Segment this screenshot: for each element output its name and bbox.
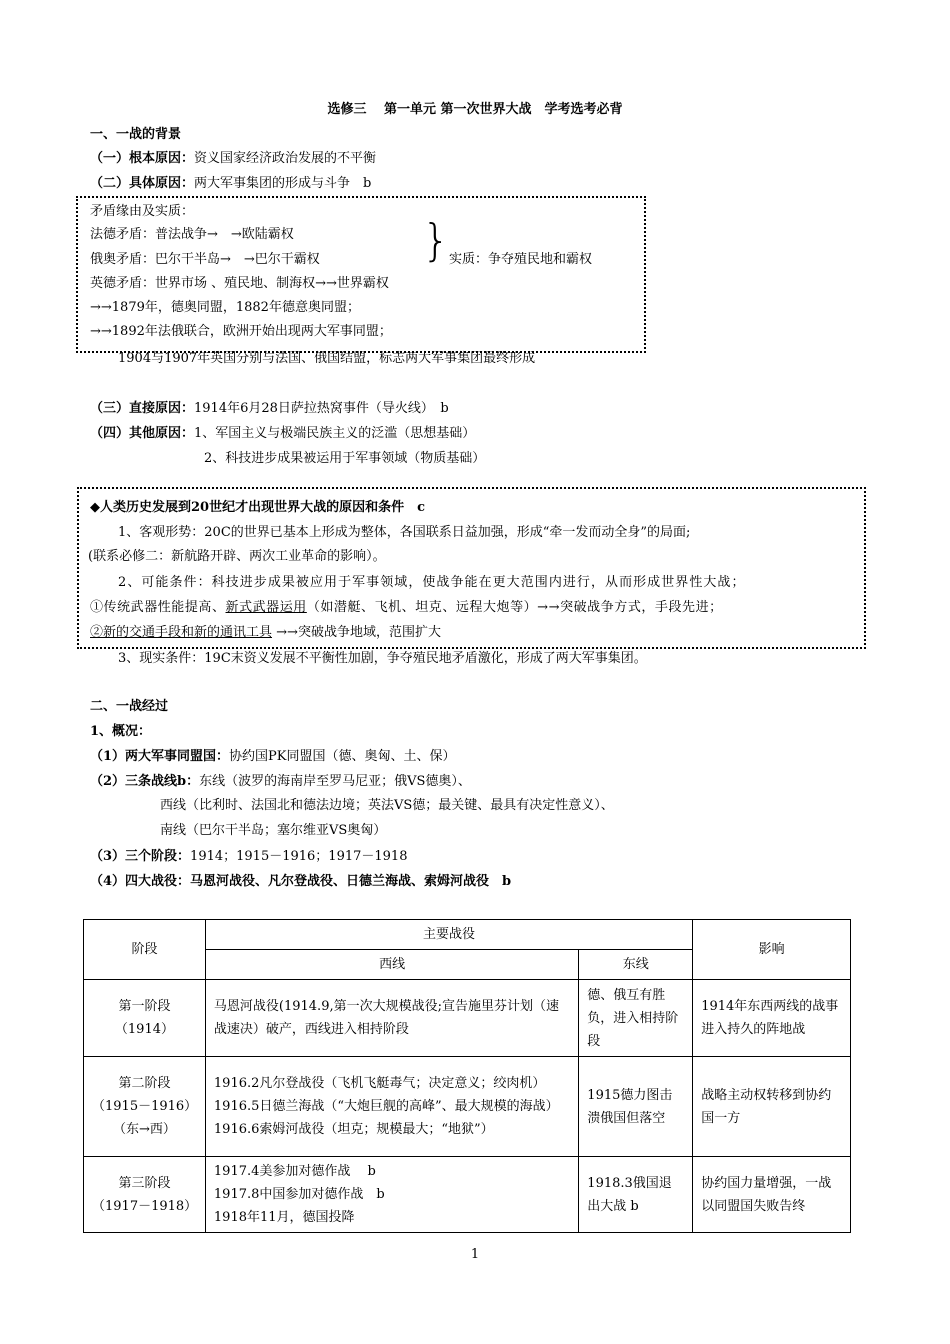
new-weapons-text: 新式武器运用 bbox=[225, 600, 307, 615]
other-cause-text-1: 1、军国主义与极端民族主义的泛滥（思想基础） bbox=[194, 426, 476, 441]
eastern-front-text: 东线（波罗的海南岸至罗马尼亚；俄VS德奥）、 bbox=[199, 774, 471, 789]
stage-cell bbox=[84, 1157, 206, 1233]
russo-austrian-conflict: 俄奥矛盾：巴尔干半岛→ →巴尔干霸权 bbox=[90, 252, 320, 267]
header-eastern-front: 东线 bbox=[579, 950, 693, 980]
page-number: 1 bbox=[470, 1247, 480, 1262]
stages-table bbox=[83, 919, 851, 1233]
fronts-item bbox=[90, 773, 471, 791]
stages-item bbox=[90, 848, 407, 866]
weapons-text-a: ①传统武器性能提高、 bbox=[90, 600, 226, 615]
header-impact: 影响 bbox=[693, 920, 851, 980]
table-header-row bbox=[84, 920, 851, 950]
anglo-german-conflict: 英德矛盾：世界市场 、殖民地、制海权→→世界霸权 bbox=[90, 276, 389, 291]
western-front-text: 西线（比利时、法国北和德法边境；英法VS德；最关键、最具有决定性意义）、 bbox=[160, 798, 614, 813]
eastern-front-cell: 德、俄互有胜负，进入相持阶段 bbox=[579, 980, 693, 1057]
western-front-cell bbox=[205, 1157, 578, 1233]
root-cause-label: （一）根本原因： bbox=[90, 151, 195, 166]
event-us-joins: 1917.4美参加对德作战 b bbox=[213, 1164, 376, 1179]
specific-cause-label: （二）具体原因： bbox=[90, 176, 195, 191]
other-cause-text-2: 2、科技进步成果被运用于军事领域（物质基础） bbox=[204, 451, 486, 466]
stage-name: 第三阶段 bbox=[118, 1175, 171, 1191]
stage-years: （1917－1918） bbox=[92, 1198, 198, 1214]
stage-name: 第二阶段 bbox=[118, 1076, 171, 1091]
western-front-cell bbox=[205, 1057, 578, 1157]
section2-heading: 二、一战经过 bbox=[90, 699, 169, 714]
alliance-1892: →→1892年法俄联合，欧洲开始出现两大军事同盟； bbox=[90, 324, 392, 339]
header-western-front: 西线 bbox=[205, 950, 578, 980]
table-row bbox=[84, 1057, 851, 1157]
impact-cell: 1914年东西两线的战事进入持久的阵地战 bbox=[693, 980, 851, 1057]
real-conditions: 3、现实条件：19C末资义发展不平衡性加剧，争夺殖民地矛盾激化，形成了两大军事集团。 bbox=[118, 651, 647, 666]
event-china-joins: 1917.8中国参加对德作战 b bbox=[213, 1187, 385, 1202]
objective-situation: 1、客观形势：20C的世界已基本上形成为整体，各国联系日益加强，形成“牵一发而动全身”的局面; bbox=[118, 525, 691, 540]
fronts-label: （2）三条战线b： bbox=[90, 774, 200, 789]
southern-front-text: 南线（巴尔干半岛；塞尔维亚VS奥匈） bbox=[160, 823, 387, 838]
page-title: 选修三 第一单元 第一次世界大战 学考选考必背 bbox=[327, 102, 623, 117]
section1-heading: 一、一战的背景 bbox=[90, 127, 182, 142]
direct-cause bbox=[90, 400, 449, 418]
other-cause bbox=[90, 425, 475, 443]
eastern-front-cell: 1918.3俄国退出大战 b bbox=[579, 1157, 693, 1233]
root-cause bbox=[90, 150, 376, 168]
alliances-text: 协约国PK同盟国（德、奥匈、土、保） bbox=[229, 749, 456, 764]
overview-heading: 1、概况： bbox=[90, 724, 152, 739]
battle-verdun: 1916.2凡尔登战役（飞机飞艇毒气；决定意义；绞肉机） bbox=[213, 1076, 546, 1091]
header-stage: 阶段 bbox=[84, 920, 206, 980]
conflict-intro: 矛盾缘由及实质： bbox=[90, 204, 195, 219]
alliances-item bbox=[90, 748, 456, 766]
weapons-line bbox=[90, 599, 723, 617]
conflict-essence: 实质：争夺殖民地和霸权 bbox=[449, 252, 593, 267]
stage-years: （1914） bbox=[114, 1022, 174, 1037]
transport-text-b: →→突破战争地域，范围扩大 bbox=[276, 625, 441, 640]
other-cause-label: （四）其他原因： bbox=[90, 426, 195, 441]
franco-german-conflict: 法德矛盾：普法战争→ →欧陆霸权 bbox=[90, 227, 294, 242]
root-cause-text: 资义国家经济政治发展的不平衡 bbox=[194, 151, 377, 166]
alliances-label: （1）两大军事同盟国： bbox=[90, 749, 230, 764]
stage-cell bbox=[84, 980, 206, 1057]
table-row bbox=[84, 1157, 851, 1233]
objective-situation-note: (联系必修二：新航路开辟、两次工业革命的影响）。 bbox=[88, 549, 386, 564]
header-main-battles: 主要战役 bbox=[205, 920, 692, 950]
alliance-1879: →→1879年，德奥同盟，1882年德意奥同盟； bbox=[90, 300, 360, 315]
alliance-1904-1907: 1904与1907年英国分别与法国、俄国结盟，标志两大军事集团最终形成 bbox=[118, 351, 536, 366]
stage-direction: （东→西） bbox=[113, 1122, 176, 1137]
western-front-cell: 马恩河战役(1914.9,第一次大规模战役;宣告施里芬计划（速战速决）破产，西线进入相持阶段 bbox=[205, 980, 578, 1057]
battle-jutland: 1916.5日德兰海战（“大炮巨舰的高峰”、最大规模的海战） bbox=[213, 1099, 559, 1114]
impact-cell: 战略主动权转移到协约国一方 bbox=[693, 1057, 851, 1157]
battles-item: （4）四大战役：马恩河战役、凡尔登战役、日德兰海战、索姆河战役 b bbox=[90, 874, 512, 889]
specific-cause-text: 两大军事集团的形成与斗争 b bbox=[194, 176, 372, 191]
conditions-heading: ◆人类历史发展到20世纪才出现世界大战的原因和条件 c bbox=[90, 500, 426, 515]
specific-cause bbox=[90, 175, 371, 193]
event-germany-surrenders: 1918年11月，德国投降 bbox=[213, 1210, 355, 1225]
stage-name: 第一阶段 bbox=[118, 999, 171, 1014]
direct-cause-text: 1914年6月28日萨拉热窝事件（导火线） b bbox=[194, 401, 449, 416]
brace-icon: } bbox=[422, 215, 450, 266]
stages-text: 1914；1915－1916；1917－1918 bbox=[190, 849, 408, 864]
stage-years: （1915－1916） bbox=[92, 1099, 198, 1114]
transport-line bbox=[90, 624, 441, 642]
eastern-front-cell: 1915德力图击溃俄国但落空 bbox=[579, 1057, 693, 1157]
new-transport-text: ②新的交通手段和新的通讯工具 bbox=[90, 625, 273, 640]
impact-cell: 协约国力量增强，一战以同盟国失败告终 bbox=[693, 1157, 851, 1233]
possible-conditions: 2、可能条件：科技进步成果被应用于军事领域，使战争能在更大范围内进行，从而形成世界性大战； bbox=[118, 575, 746, 590]
battle-somme: 1916.6索姆河战役（坦克；规模最大；“地狱”） bbox=[213, 1122, 494, 1137]
stage-cell bbox=[84, 1057, 206, 1157]
direct-cause-label: （三）直接原因： bbox=[90, 401, 195, 416]
stages-label: （3）三个阶段： bbox=[90, 849, 191, 864]
weapons-text-b: （如潜艇、飞机、坦克、远程大炮等）→→突破战争方式，手段先进； bbox=[306, 600, 723, 615]
table-row bbox=[84, 980, 851, 1057]
